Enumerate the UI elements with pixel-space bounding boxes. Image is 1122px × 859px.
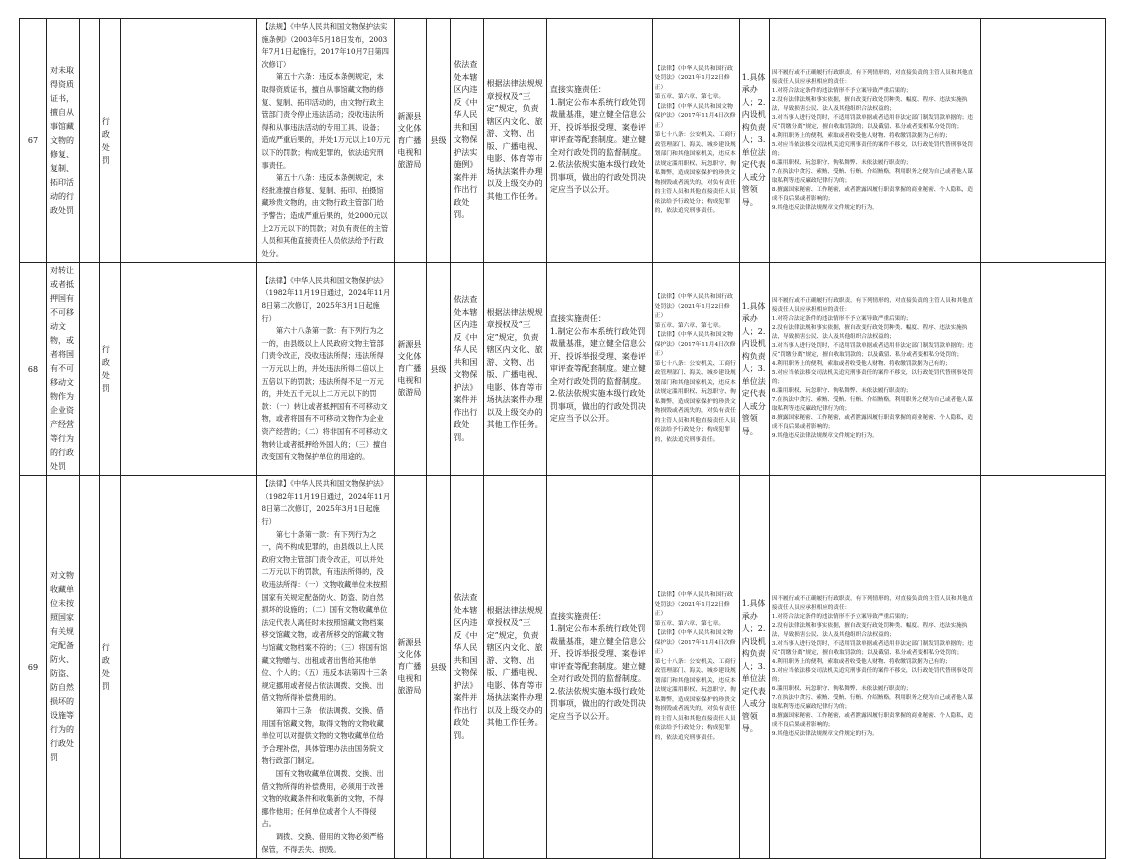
exempt-line: 7.在执法中贪污、索贿、受贿、行贿、介绍贿赂，利用职务之便为自己或者他人谋取私利等违反廉政纪律行为的；: [771, 168, 973, 184]
table-row: [20, 19, 1106, 263]
implementation-level: 县级: [426, 19, 451, 263]
legal-basis-line: 【法律】《中华人民共和国文物保护法》（1982年11月19日通过，2024年11月8日第二次修订，2025年3月1日起施行）: [261, 479, 391, 527]
exempt-line: 4.利用职务上的便利，索取或者收受他人财物、将收缴罚款据为己有的；: [771, 659, 951, 666]
item-name: 对转让或者抵押国有不可移动文物，或者将国有不可移动文物作为企业资产经营等行为的行政处罚: [46, 263, 79, 476]
exempt-line: 5.对应当依法移交司法机关追究刑事责任的案件不移交，以行政处罚代替刑事处罚的；: [771, 141, 973, 157]
exempt-line: 因不履行或不正确履行行政职责，有下列情形的，对直接负责的主管人员和其他直接责任人员应承担相应的责任：: [771, 298, 974, 314]
impl-line: 直接实施责任：: [549, 85, 606, 95]
impl-line: 2.依法依规实施本级行政处罚事项，做出的行政处罚决定应当予以公开。: [549, 686, 646, 721]
power-type: 行政处罚: [99, 263, 120, 476]
table-row: [20, 263, 1106, 476]
exempt-line: 2.没有法律法规和事实依据，擅自改变行政处罚种类、幅度、程序、违法实施执法，导致损害公民、法人及其他组织合法权益的；: [771, 96, 968, 112]
resp-line: 【法律】《中华人民共和国行政处罚法》（2021年1月22日修正）: [654, 65, 733, 91]
responsible-persons: 1.具体承办人；2.内设机构负责人；3.单位法定代表人或分管领导。: [739, 263, 769, 476]
exempt-line: 6.滥用职权、玩忽职守、徇私舞弊、未依法履行职责的；: [771, 686, 912, 693]
blank-cell: [981, 19, 1106, 263]
resp-line: 【法律】《中华人民共和国文物保护法》（2017年11月4日次修正）: [654, 630, 736, 656]
responsible-persons: 1.具体承办人；2.内设机构负责人；3.单位法定代表人或分管领导。: [739, 476, 769, 859]
responsibility-description: 根据法律法规规章授权及“三定”规定，负责辖区内文化、旅游、文物、出版、广播电视、电影、体育等市场执法案件办理以及上级交办的其他工作任务。: [483, 263, 546, 476]
exempt-line: 9.其他违反法律法规规章文件规定的行为。: [771, 204, 878, 211]
blank-cell: [981, 263, 1106, 476]
legal-basis-line: 国有文物收藏单位调拨、交换、出借文物所得的补偿费用，必须用于改善文物的收藏条件和收集新的文物，不得挪作他用；任何单位或者个人不得侵占。: [261, 768, 384, 829]
impl-line: 1.制定公布本系统行政处罚裁量基准，建立健全信息公开、投诉举报受理、案卷评审评查等配套制度。建立健全对行政处罚的监督制度。: [549, 326, 646, 386]
exempt-line: 5.对应当依法移交司法机关追究刑事责任的案件不移交，以行政处罚代替刑事处罚的；: [771, 668, 973, 684]
impl-line: 直接实施责任：: [549, 611, 606, 621]
exempt-line: 因不履行或不正确履行行政职责，有下列情形的，对直接负责的主管人员和其他直接责任人员应承担相应的责任：: [771, 596, 974, 612]
resp-line: 第五章、第六章、第七章。: [654, 620, 725, 627]
implementation-responsibility: [546, 476, 652, 859]
implementing-department: 新源县文化体育广播电视和旅游局: [395, 263, 426, 476]
exempt-line: 3.对当事人进行处罚时，不适用罚款单据或者适用非法定部门制发罚款单据的；违反“罚缴分离”规定，擅自收取罚款的；以及截留、私分或者变相私分处罚的；: [771, 343, 973, 359]
item-name: 对未取得资质证书，擅自从事馆藏文物的修复、复制、拓印活动的行政处罚: [46, 19, 79, 263]
legal-basis-line: 调拨、交换、借用的文物必须严格保管，不得丢失、损毁。: [261, 831, 384, 854]
implementation-responsibility: [546, 19, 652, 263]
row-number: 67: [20, 19, 47, 263]
implementing-department: 新源县文化体育广播电视和旅游局: [395, 476, 426, 859]
accountability-situations: [769, 19, 981, 263]
power-type: 行政处罚: [99, 476, 120, 859]
row-number: 69: [20, 476, 47, 859]
exempt-line: 9.其他违反法律法规规章文件规定的行为。: [771, 433, 878, 440]
exempt-line: 4.利用职务上的便利，索取或者收受他人财物、将收缴罚款据为己有的；: [771, 132, 951, 139]
accountability-basis: [652, 19, 739, 263]
exempt-line: 2.没有法律法规和事实依据，擅自改变行政处罚种类、幅度、程序、违法实施执法，导致损害公民、法人及其他组织合法权益的；: [771, 623, 968, 639]
resp-line: 【法律】《中华人民共和国行政处罚法》（2021年1月22日修正）: [654, 592, 733, 618]
resp-line: 第七十八条：公安机关、工商行政管理部门、海关、城乡建设规划部门和其他国家机关，违反本法规定滥用职权、玩忽职守、徇私舞弊，造成国家保护的珍贵文物损毁或者流失的，对负有责任的主管人员和其他直接责任人员依法给予行政处分；构成犯罪的，依法追究刑事责任。: [654, 658, 736, 741]
blank-cell: [981, 476, 1106, 859]
blank-cell: [120, 476, 257, 859]
item-name: 对文物收藏单位未按照国家有关规定配备防火、防盗、防自然损坏的设施等行为的行政处罚: [46, 476, 79, 859]
implementation-responsibility: [546, 263, 652, 476]
impl-line: 直接实施责任：: [549, 314, 606, 324]
resp-line: 【法律】《中华人民共和国文物保护法》（2017年11月4日次修正）: [654, 103, 736, 129]
table-row: [20, 476, 1106, 859]
impl-line: 2.依法依规实施本级行政处罚事项，做出的行政处罚决定应当予以公开。: [549, 389, 646, 424]
resp-line: 【法律】《中华人民共和国文物保护法》（2017年11月4日次修正）: [654, 332, 736, 358]
impl-line: 1.制定公布本系统行政处罚裁量基准，建立健全信息公开、投诉举报受理、案卷评审评查等配套制度。建立健全对行政处罚的监督制度。: [549, 97, 646, 157]
exempt-line: 1.对符合法定条件的违法情形不予立案导致严重后果的；: [771, 316, 912, 323]
legal-basis: [257, 19, 395, 263]
exempt-line: 3.对当事人进行处罚时，不适用罚款单据或者适用非法定部门制发罚款单据的；违反“罚缴分离”规定，擅自收取罚款的；以及截留、私分或者变相私分处罚的；: [771, 641, 973, 657]
legal-basis-line: 第五十八条：违反本条例规定，未经批准擅自修复、复制、拓印、拍摄馆藏珍贵文物的，由文物行政主管部门给予警告；造成严重后果的，处2000元以上2万元以下的罚款；对负有责任的主管人员和其他直接责任人员依法给予行政处分。: [261, 173, 389, 258]
accountability-basis: [652, 263, 739, 476]
legal-basis-line: 第七十条第一款：有下列行为之一，尚不构成犯罪的，由县级以上人民政府文物主管部门责令改正，可以并处二万元以下的罚款，有违法所得的，没收违法所得：（一）文物收藏单位未按照国家有关规定配备防火、防盗、防自然损坏的设施的；（二）国有文物收藏单位法定代表人离任时未按照馆藏文物档案移交馆藏文物，或者所移交的馆藏文物与馆藏文物档案不符的；（三）将国有馆藏文物赠与、出租或者出售给其他单位、个人的；（五）违反本法第四十三条规定挪用或者侵占依法调拨、交换、出借文物所得补偿费用的。: [261, 529, 388, 703]
implementation-conditions: 依法查处本辖区内违反《中华人民共和国文物保护法》案件并作出行政处罚。: [451, 263, 483, 476]
row-number: 68: [20, 263, 47, 476]
blank-cell: [80, 19, 100, 263]
legal-basis: [257, 476, 395, 859]
legal-basis-line: 【法规】《中华人民共和国文物保护法实施条例》（2003年5月18日发布，2003年7月1日起施行，2017年10月7日第四次修订）: [261, 22, 389, 69]
resp-line: 【法律】《中华人民共和国行政处罚法》（2021年1月22日修正）: [654, 294, 733, 320]
implementation-conditions: 依法查处本辖区内违反《中华人民共和国文物保护法实施例》案件并作出行政处罚。: [451, 19, 483, 263]
exempt-line: 7.在执法中贪污、索贿、受贿、行贿、介绍贿赂，利用职务之便为自己或者他人谋取私利等违反廉政纪律行为的；: [771, 695, 973, 711]
implementation-level: 县级: [426, 263, 451, 476]
resp-line: 第七十八条：公安机关、工商行政管理部门、海关、城乡建设规划部门和其他国家机关，违反本法规定滥用职权、玩忽职守、徇私舞弊，造成国家保护的珍贵文物损毁或者流失的，对负有责任的主管人员和其他直接责任人员依法给予行政处分；构成犯罪的，依法追究刑事责任。: [654, 360, 736, 443]
exempt-line: 6.滥用职权、玩忽职守、徇私舞弊、未依法履行职责的；: [771, 159, 912, 166]
blank-cell: [120, 19, 257, 263]
exempt-line: 4.利用职务上的便利，索取或者收受他人财物、将收缴罚款据为己有的；: [771, 361, 951, 368]
legal-basis-line: 第四十三条 依法调拨、交换、借用国有馆藏文物，取得文物的文物收藏单位可以对提供文物的文物收藏单位给予合理补偿，具体管理办法由国务院文物行政部门制定。: [261, 705, 384, 766]
impl-line: 1.制定公布本系统行政处罚裁量基准，建立健全信息公开、投诉举报受理、案卷评审评查等配套制度。建立健全对行政处罚的监督制度。: [549, 624, 646, 684]
legal-basis-line: 【法律】《中华人民共和国文物保护法》（1982年11月19日通过，2024年11月8日第二次修订，2025年3月1日起施行）: [261, 275, 391, 323]
exempt-line: 1.对符合法定条件的违法情形不予立案导致严重后果的；: [771, 87, 912, 94]
legal-basis-line: 第六十八条第一款：有下列行为之一的，由县级以上人民政府文物主管部门责令改正，没收违法所得；违法所得一万元以上的，并处违法所得二倍以上五倍以下的罚款；违法所得不足一万元的，并处五千元以上二万元以下的罚款：（一）转让或者抵押国有不可移动文物，或者将国有不可移动文物作为企业资产经营的；（二）将非国有不可移动文物转让或者抵押给外国人的；（三）擅自改变国有文物保护单位的用途的。: [261, 326, 388, 462]
accountability-situations: [769, 476, 981, 859]
exempt-line: 5.对应当依法移交司法机关追究刑事责任的案件不移交，以行政处罚代替刑事处罚的；: [771, 370, 973, 386]
blank-cell: [80, 263, 100, 476]
legal-basis: [257, 263, 395, 476]
accountability-situations: [769, 263, 981, 476]
power-type: 行政处罚: [99, 19, 120, 263]
implementation-conditions: 依法查处本辖区内违反《中华人民共和国文物保护法》案件并作出行政处罚。: [451, 476, 483, 859]
legal-basis-line: 第五十六条：违反本条例规定，未取得资质证书，擅自从事馆藏文物的修复、复制、拓印活动的，由文物行政主管部门责令停止违法活动；没收违法所得和从事违法活动的专用工具、设备；造成严重后果的，并处1万元以上10万元以下的罚款；构成犯罪的，依法追究刑事责任。: [261, 72, 391, 170]
exempt-line: 1.对符合法定条件的违法情形不予立案导致严重后果的；: [771, 614, 912, 621]
implementing-department: 新源县文化体育广播电视和旅游局: [395, 19, 426, 263]
exempt-line: 因不履行或不正确履行行政职责，有下列情形的，对直接负责的主管人员和其他直接责任人员应承担相应的责任：: [771, 69, 974, 85]
responsible-persons: 1.具体承办人；2.内设机构负责人；3.单位法定代表人或分管领导。: [739, 19, 769, 263]
accountability-basis: [652, 476, 739, 859]
exempt-line: 8.擅露国家秘密、工作秘密，或者泄露因履行职责掌握的商业秘密、个人隐私，造成不良后果或者影响的；: [771, 713, 973, 729]
blank-cell: [80, 476, 100, 859]
responsibility-description: 根据法律法规规章授权及“三定”规定，负责辖区内文化、旅游、文物、出版、广播电视、电影、体育等市场执法案件办理以及上级交办的其他工作任务。: [483, 19, 546, 263]
implementation-level: 县级: [426, 476, 451, 859]
power-list-table: [19, 18, 1106, 859]
exempt-line: 3.对当事人进行处罚时，不适用罚款单据或者适用非法定部门制发罚款单据的；违反“罚缴分离”规定，擅自收取罚款的；以及截留、私分或者变相私分处罚的；: [771, 114, 973, 130]
exempt-line: 9.其他违反法律法规规章文件规定的行为。: [771, 731, 878, 738]
blank-cell: [120, 263, 257, 476]
exempt-line: 8.擅露国家秘密、工作秘密，或者泄露因履行职责掌握的商业秘密、个人隐私，造成不良后果或者影响的；: [771, 186, 973, 202]
exempt-line: 8.擅露国家秘密、工作秘密，或者泄露因履行职责掌握的商业秘密、个人隐私，造成不良后果或者影响的；: [771, 415, 973, 431]
resp-line: 第五章、第六章、第七章。: [654, 94, 725, 101]
impl-line: 2.依法依规实施本级行政处罚事项，做出的行政处罚决定应当予以公开。: [549, 160, 646, 195]
exempt-line: 2.没有法律法规和事实依据，擅自改变行政处罚种类、幅度、程序、违法实施执法，导致损害公民、法人及其他组织合法权益的；: [771, 325, 968, 341]
resp-line: 第七十八条：公安机关、工商行政管理部门、海关、城乡建设规划部门和其他国家机关，违反本法规定滥用职权、玩忽职守、徇私舞弊，造成国家保护的珍贵文物损毁或者流失的，对负有责任的主管人员和其他直接责任人员依法给予行政处分；构成犯罪的，依法追究刑事责任。: [654, 132, 736, 215]
exempt-line: 7.在执法中贪污、索贿、受贿、行贿、介绍贿赂，利用职务之便为自己或者他人谋取私利等违反廉政纪律行为的；: [771, 397, 973, 413]
exempt-line: 6.滥用职权、玩忽职守、徇私舞弊、未依法履行职责的；: [771, 388, 912, 395]
resp-line: 第五章、第六章、第七章。: [654, 322, 725, 329]
responsibility-description: 根据法律法规规章授权及“三定”规定，负责辖区内文化、旅游、文物、出版、广播电视、电影、体育等市场执法案件办理以及上级交办的其他工作任务。: [483, 476, 546, 859]
